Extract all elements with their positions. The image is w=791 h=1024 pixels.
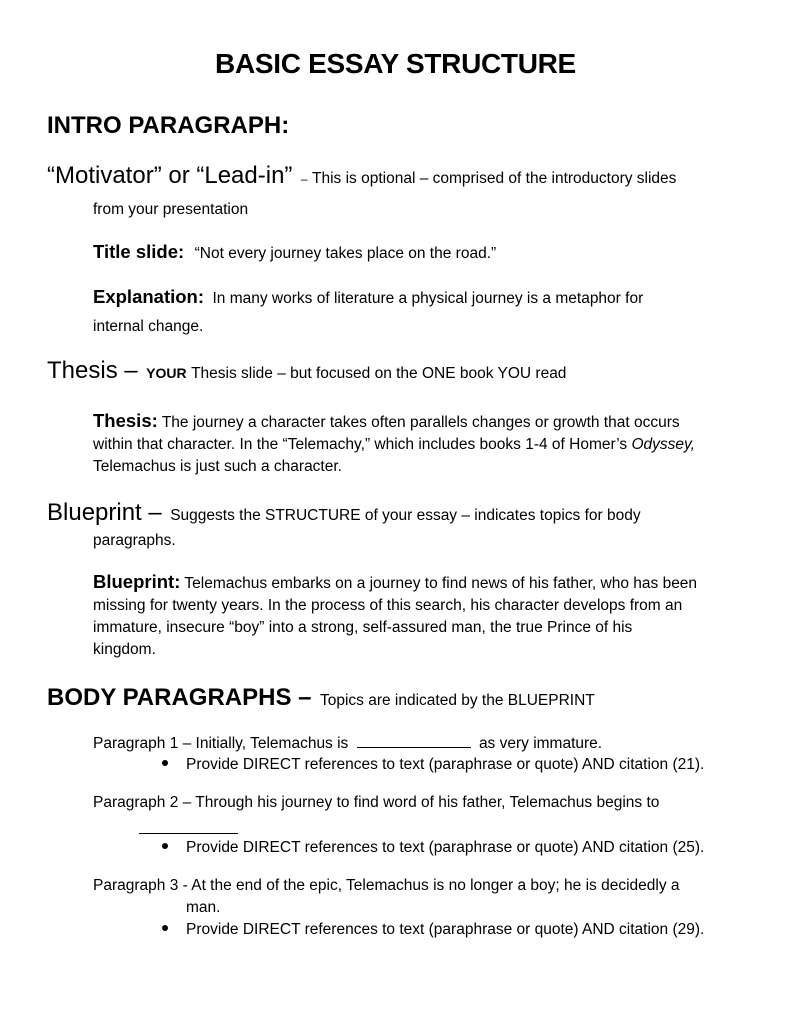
thesis-example [93,410,753,478]
blueprint-example-line-3: immature, insecure “boy” into a strong, self-assured man, the true Prince of his [93,619,633,636]
thesis-example-line-2: within that character. In the “Telemachy,” which includes books 1-4 of Homer’s [93,436,628,453]
thesis-example-label: Thesis: [93,410,158,431]
thesis-line [47,357,566,385]
blueprint-example-label: Blueprint: [93,571,181,592]
blueprint-line [47,499,641,527]
paragraph-1-line [93,733,602,753]
thesis-your: YOUR [146,365,187,381]
motivator-dash: – [300,172,308,186]
bullet-dot [162,843,168,849]
bullet-2-text: Provide DIRECT references to text (paraphrase or quote) AND citation (25). [186,839,705,856]
thesis-example-italic: Odyssey, [631,436,695,453]
paragraph-1-text: Paragraph 1 – Initially, Telemachus is [93,735,349,752]
blueprint-example-line-2: missing for twenty years. In the process of this search, his character develops from an [93,597,683,614]
body-heading: BODY PARAGRAPHS – [47,684,312,711]
thesis-label: Thesis – [47,357,138,384]
motivator-desc-cont: from your presentation [93,201,249,218]
blueprint-desc: Suggests the STRUCTURE of your essay – indicates topics for body [170,507,641,524]
body-heading-desc: Topics are indicated by the BLUEPRINT [319,692,595,709]
bullet-1 [162,756,704,774]
bullet-3 [162,921,704,939]
paragraph-1-blank [357,733,471,748]
bullet-2 [162,839,704,857]
explanation-label: Explanation [93,286,198,307]
motivator-label: “Motivator” or “Lead-in” [47,162,293,189]
thesis-example-line-1: The journey a character takes often parallels changes or growth that occurs [161,414,680,431]
blueprint-desc-cont: paragraphs. [93,532,176,549]
thesis-example-line-3: Telemachus is just such a character. [93,458,342,475]
paragraph-2-blank [139,818,238,834]
paragraph-2-line: Paragraph 2 – Through his journey to find word of his father, Telemachus begins to [93,794,660,811]
page-title: BASIC ESSAY STRUCTURE [215,48,576,79]
blueprint-example-line-1: Telemachus embarks on a journey to find news of his father, who has been [184,575,698,592]
bullet-3-text: Provide DIRECT references to text (paraphrase or quote) AND citation (29). [186,921,705,938]
title-slide-text: “Not every journey takes place on the road.” [194,245,497,262]
blueprint-example [93,571,753,661]
title-slide-label: Title slide: [93,241,185,262]
explanation-text-cont: internal change. [93,318,204,335]
motivator-line [47,162,676,190]
blueprint-label: Blueprint – [47,499,162,526]
bullet-1-text: Provide DIRECT references to text (paraphrase or quote) AND citation (21). [186,756,705,773]
intro-heading: INTRO PARAGRAPH: [47,112,290,139]
paragraph-3-line-2: man. [186,899,221,916]
paragraph-1-text-end: as very immature. [478,735,603,752]
body-heading-line [47,684,595,712]
explanation-line [93,286,643,308]
paragraph-3-line: Paragraph 3 - At the end of the epic, Telemachus is no longer a boy; he is decidedly a [93,877,680,894]
motivator-desc: This is optional – comprised of the introductory slides [312,170,677,187]
blueprint-example-line-4: kingdom. [93,641,156,658]
bullet-dot [162,925,168,931]
bullet-dot [162,760,168,766]
explanation-colon: : [197,286,205,307]
title-slide-line [93,241,496,263]
thesis-desc: Thesis slide – but focused on the ONE book YOU read [191,365,567,382]
explanation-text: In many works of literature a physical journey is a metaphor for [212,290,644,307]
